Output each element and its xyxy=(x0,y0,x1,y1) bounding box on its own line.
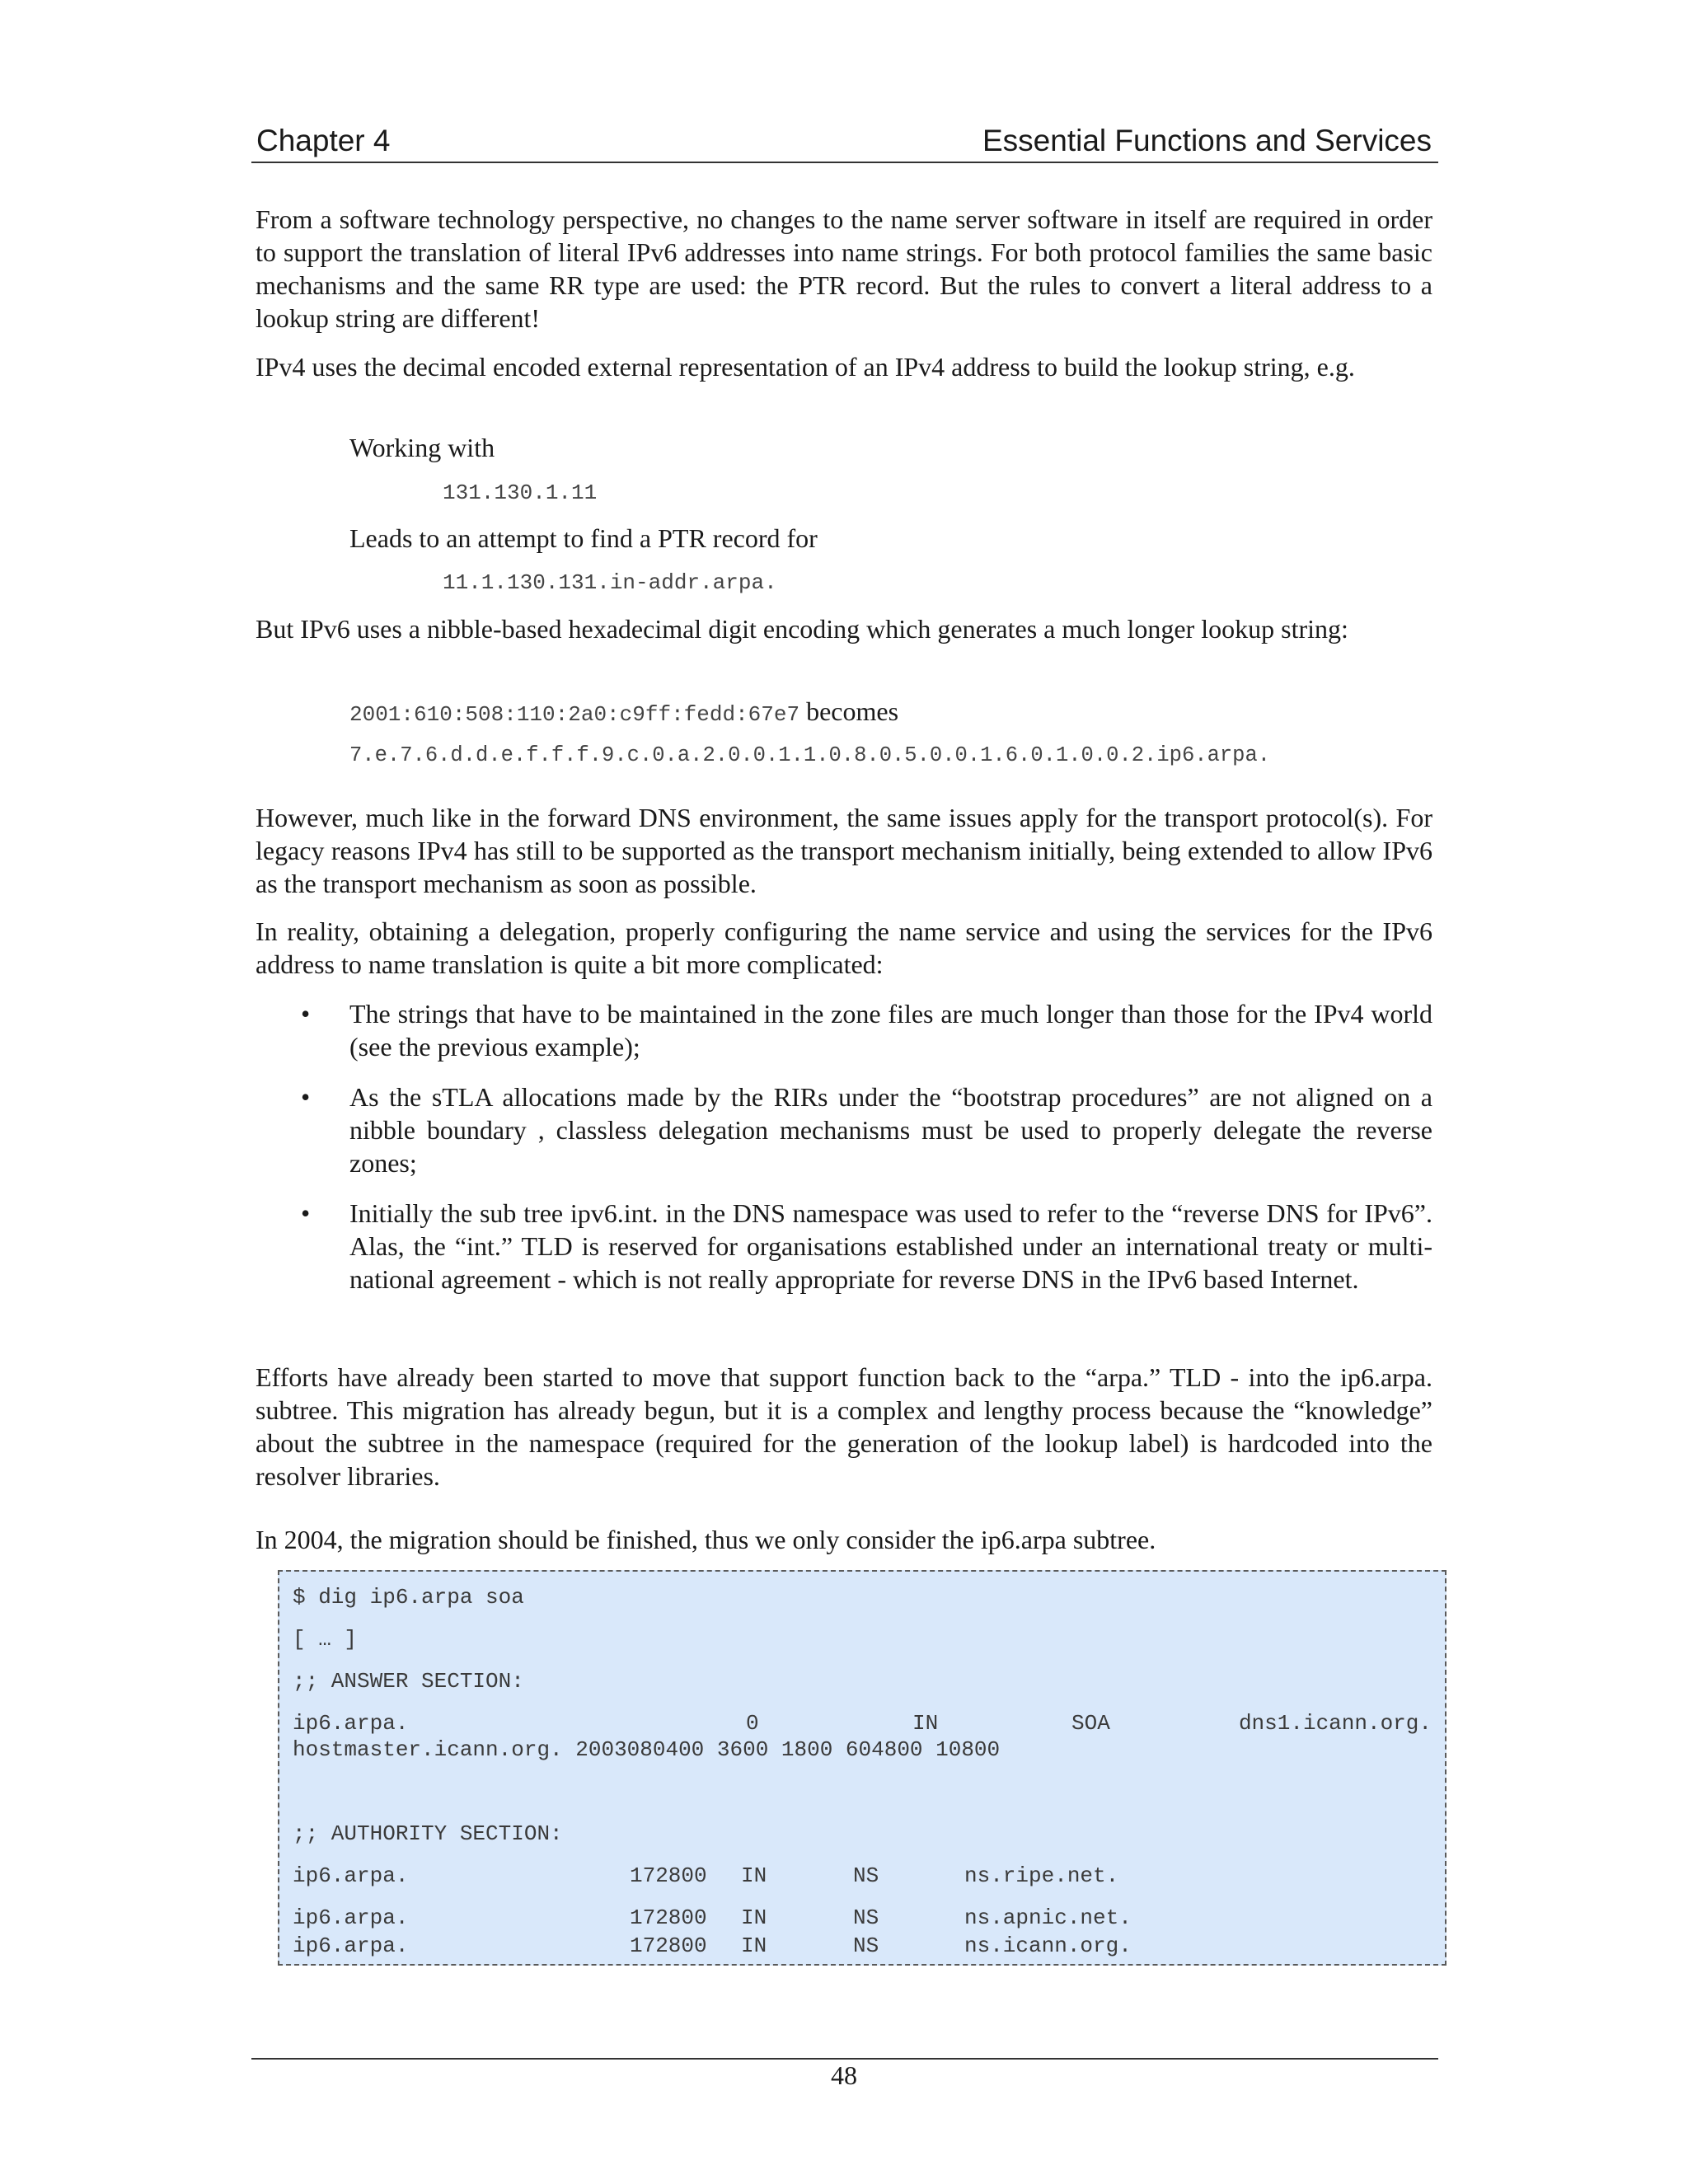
answer-section-header: ;; ANSWER SECTION: xyxy=(293,1669,524,1694)
paragraph-software-perspective: From a software technology perspective, no changes to the name server software in itself are required in order to support the translation of literal IPv6 addresses into name strings. For both protocol families the same basic mechanisms and the same RR type are used: the PTR record. But the rules to convert a literal address to a lookup string are different! xyxy=(256,204,1432,333)
becomes-word: becomes xyxy=(799,696,899,726)
paragraph-ipv4-lookup: IPv4 uses the decimal encoded external representation of an IPv4 address to build the lookup string, e.g. xyxy=(256,352,1355,382)
soa-mname: dns1.icann.org. xyxy=(1238,1711,1432,1736)
bullet-item: The strings that have to be maintained in the zone files are much longer than those for the IPv4 world (see the previous example); xyxy=(349,999,1432,1062)
ns-record-ttl: 172800 xyxy=(630,1905,707,1930)
chapter-label: Chapter 4 xyxy=(256,124,391,157)
ns-record-target: ns.ripe.net. xyxy=(964,1863,1119,1888)
ns-record-class: IN xyxy=(741,1905,767,1930)
chapter-title: Essential Functions and Services xyxy=(982,124,1432,157)
working-with-label: Working with xyxy=(349,433,495,462)
ns-record-class: IN xyxy=(741,1933,767,1958)
ns-record-name: ip6.arpa. xyxy=(293,1933,409,1958)
ns-record-type: NS xyxy=(853,1863,879,1888)
ns-record-type: NS xyxy=(853,1933,879,1958)
paragraph-reality: In reality, obtaining a delegation, properly configuring the name service and using the services for the IPv6 address to name translation is quite a bit more complicated: xyxy=(256,916,1432,979)
ns-record-ttl: 172800 xyxy=(630,1863,707,1888)
ns-record-class: IN xyxy=(741,1863,767,1888)
bullet-item: Initially the sub tree ipv6.int. in the DNS namespace was used to refer to the “reverse DNS for IPv6”. Alas, the “int.” TLD is reserved for organisations established under an international treaty or multi-national agreement - which is not really appropriate for reverse DNS in the IPv6 based Internet. xyxy=(349,1198,1432,1294)
leads-to-label: Leads to an attempt to find a PTR record for xyxy=(349,523,818,553)
paragraph-transport: However, much like in the forward DNS environment, the same issues apply for the transport protocol(s). For legacy reasons IPv4 has still to be supported as the transport mechanism initially, being extended to allow IPv6 as the transport mechanism as soon as possible. xyxy=(256,803,1432,898)
bullet-item: As the sTLA allocations made by the RIRs under the “bootstrap procedures” are not aligned on a nibble boundary , classless delegation mechanisms must be used to properly delegate the reverse zones; xyxy=(349,1082,1432,1178)
paragraph-2004: In 2004, the migration should be finished, thus we only consider the ip6.arpa subtree. xyxy=(256,1525,1156,1554)
ipv4-reverse-example: 11.1.130.131.in-addr.arpa. xyxy=(443,570,777,595)
ellipsis-line: [ … ] xyxy=(293,1627,358,1652)
ns-record-target: ns.apnic.net. xyxy=(964,1905,1132,1930)
bullet-marker: • xyxy=(301,1082,311,1112)
soa-rest: hostmaster.icann.org. 2003080400 3600 1800 604800 10800 xyxy=(293,1737,1001,1762)
soa-class: IN xyxy=(912,1711,939,1736)
paragraph-efforts: Efforts have already been started to move that support function back to the “arpa.” TLD - into the ip6.arpa. subtree. This migration has already begun, but it is a complex and lengthy process because the “knowledge” about the subtree in the namespace (required for the generation of the lookup label) is hardcoded into the resolver libraries. xyxy=(256,1362,1432,1491)
ipv6-reverse-example: 7.e.7.6.d.d.e.f.f.f.9.c.0.a.2.0.0.1.1.0.8.0.5.0.0.1.6.0.1.0.0.2.ip6.arpa. xyxy=(349,743,1271,767)
paragraph-ipv6-nibble: But IPv6 uses a nibble-based hexadecimal digit encoding which generates a much longer lookup string: xyxy=(256,614,1348,644)
authority-section-header: ;; AUTHORITY SECTION: xyxy=(293,1821,563,1846)
ns-record-name: ip6.arpa. xyxy=(293,1905,409,1930)
bullet-marker: • xyxy=(301,999,311,1029)
dig-output-box xyxy=(278,1570,1447,1966)
soa-ttl: 0 xyxy=(746,1711,759,1736)
soa-type: SOA xyxy=(1071,1711,1110,1736)
ipv4-address-example: 131.130.1.11 xyxy=(443,480,598,505)
bullet-marker: • xyxy=(301,1198,311,1228)
ns-record-name: ip6.arpa. xyxy=(293,1863,409,1888)
ns-record-target: ns.icann.org. xyxy=(964,1933,1132,1958)
page-header xyxy=(251,120,1438,163)
soa-name: ip6.arpa. xyxy=(293,1711,409,1736)
dig-command: $ dig ip6.arpa soa xyxy=(293,1585,524,1610)
ns-record-type: NS xyxy=(853,1905,879,1930)
ipv6-address-example: 2001:610:508:110:2a0:c9ff:fedd:67e7 xyxy=(349,702,800,727)
page-number: 48 xyxy=(831,2060,857,2090)
ns-record-ttl: 172800 xyxy=(630,1933,707,1958)
ipv6-address-line xyxy=(349,698,898,728)
